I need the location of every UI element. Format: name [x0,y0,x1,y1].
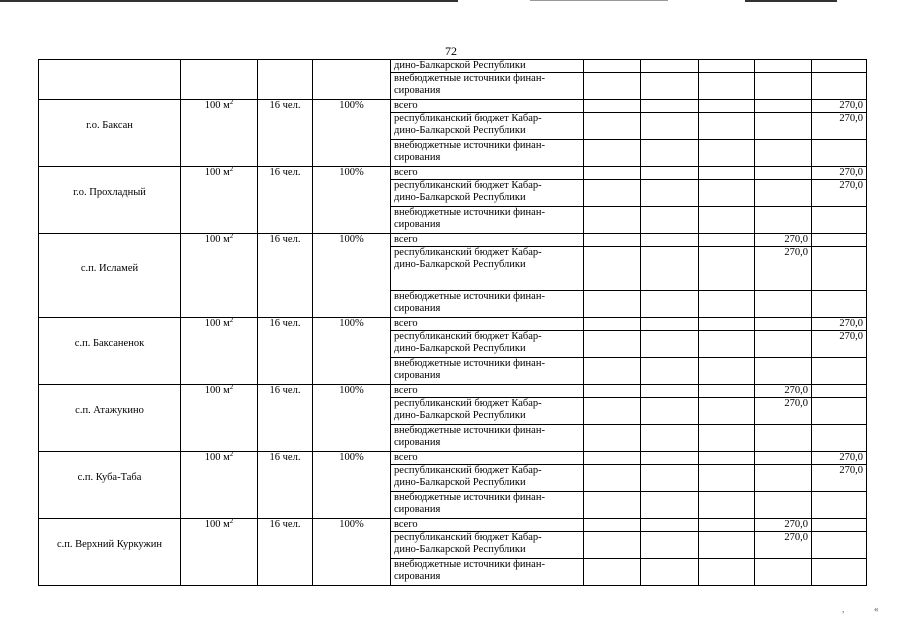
source-label: внебюджетные источники финан- сирования [391,559,584,586]
percent-cell: 100% [313,385,391,452]
value-cell: 270,0 [812,113,867,140]
value-cell [812,140,867,167]
source-label: республиканский бюджет Кабар- дино-Балкарской Республики [391,532,584,559]
source-label: внебюджетные источники финан- сирования [391,140,584,167]
value-cell [699,398,755,425]
value-cell [641,519,699,532]
people-cell: 16 чел. [258,318,313,385]
value-cell [641,247,699,291]
source-label: всего [391,234,584,247]
value-cell [641,100,699,113]
people-cell: 16 чел. [258,100,313,167]
value-cell: 270,0 [755,519,812,532]
value-cell [584,358,641,385]
table-row [39,385,867,398]
value-cell [755,180,812,207]
value-cell [755,167,812,180]
value-cell [641,385,699,398]
value-cell [699,180,755,207]
value-cell: 270,0 [812,331,867,358]
value-cell [641,492,699,519]
table-row [39,452,867,465]
value-cell [812,559,867,586]
value-cell [755,492,812,519]
value-cell [641,234,699,247]
value-cell: 270,0 [812,100,867,113]
people-cell: 16 чел. [258,519,313,586]
value-cell [699,234,755,247]
value-cell [699,559,755,586]
table-row [39,100,867,113]
value-cell [755,140,812,167]
value-cell: 270,0 [755,247,812,291]
source-label: республиканский бюджет Кабар- дино-Балкарской Республики [391,465,584,492]
value-cell [641,291,699,318]
area-cell: 100 $м^2$ [181,452,258,519]
value-cell [699,318,755,331]
value-cell [584,247,641,291]
value-cell: 270,0 [755,532,812,559]
value-cell [755,358,812,385]
percent-cell: 100% [313,167,391,234]
value-cell [755,452,812,465]
value-cell [641,318,699,331]
value-cell [812,519,867,532]
value-cell [584,318,641,331]
people-cell: 16 чел. [258,385,313,452]
value-cell [641,331,699,358]
percent-cell: 100% [313,318,391,385]
value-cell [584,492,641,519]
value-cell [584,113,641,140]
value-cell [641,358,699,385]
value-cell [812,291,867,318]
value-cell [641,113,699,140]
value-cell [699,425,755,452]
area-cell: 100 $м^2$ [181,519,258,586]
value-cell [584,532,641,559]
source-label: республиканский бюджет Кабар- дино-Балкарской Республики [391,180,584,207]
value-cell [584,207,641,234]
source-label: внебюджетные источники финан- сирования [391,358,584,385]
percent-cell: 100% [313,519,391,586]
value-cell [812,234,867,247]
value-cell [755,100,812,113]
municipality-name: с.п. Куба-Таба [39,452,181,519]
source-label: всего [391,452,584,465]
value-cell [755,331,812,358]
value-cell [699,385,755,398]
value-cell [755,465,812,492]
area-cell: 100 $м^2$ [181,100,258,167]
table-row [39,167,867,180]
value-cell: 270,0 [755,398,812,425]
value-cell [755,559,812,586]
value-cell [584,465,641,492]
value-cell [699,167,755,180]
value-cell [699,100,755,113]
value-cell: 270,0 [755,385,812,398]
source-label: всего [391,167,584,180]
value-cell [812,207,867,234]
people-cell: 16 чел. [258,234,313,318]
value-cell [584,100,641,113]
value-cell [699,519,755,532]
table-row [39,60,867,73]
source-label: внебюджетные источники финан- сирования [391,73,584,100]
source-label: республиканский бюджет Кабар- дино-Балкарской Республики [391,331,584,358]
municipality-name: с.п. Баксаненок [39,318,181,385]
table-row [39,234,867,247]
value-cell [812,425,867,452]
value-cell [699,247,755,291]
source-label: внебюджетные источники финан- сирования [391,291,584,318]
scan-speck: , [842,604,845,614]
value-cell [584,425,641,452]
value-cell [584,559,641,586]
source-label: внебюджетные источники финан- сирования [391,425,584,452]
source-label: внебюджетные источники финан- сирования [391,492,584,519]
value-cell: 270,0 [812,452,867,465]
source-label: всего [391,100,584,113]
source-label: всего [391,385,584,398]
municipality-name: с.п. Исламей [39,234,181,318]
value-cell [755,425,812,452]
source-label: внебюджетные источники финан- сирования [391,207,584,234]
value-cell [641,465,699,492]
area-cell: 100 $м^2$ [181,234,258,318]
municipality-name: с.п. Верхний Куркужин [39,519,181,586]
scan-edge-line-right [745,0,837,2]
value-cell [641,452,699,465]
empty-cell [313,60,391,100]
value-cell [584,180,641,207]
source-label: республиканский бюджет Кабар- дино-Балкарской Республики [391,398,584,425]
funding-table [38,59,867,586]
empty-cell [181,60,258,100]
value-cell [584,234,641,247]
value-cell [584,385,641,398]
percent-cell: 100% [313,100,391,167]
value-cell: 270,0 [812,167,867,180]
value-cell [641,140,699,167]
value-cell [641,398,699,425]
value-cell [812,492,867,519]
value-cell [584,291,641,318]
value-cell [584,452,641,465]
municipality-name: г.о. Прохладный [39,167,181,234]
value-cell [699,113,755,140]
value-cell [812,532,867,559]
value-cell [699,465,755,492]
value-cell [584,140,641,167]
value-cell [584,398,641,425]
municipality-name: с.п. Атажукино [39,385,181,452]
source-label: всего [391,519,584,532]
value-cell [641,167,699,180]
source-label: дино-Балкарской Республики [391,60,584,73]
value-cell [641,532,699,559]
scan-edge-line-mid [530,0,668,1]
area-cell: 100 $м^2$ [181,167,258,234]
value-cell [699,358,755,385]
scan-speck: « [874,604,879,614]
percent-cell: 100% [313,234,391,318]
percent-cell: 100% [313,452,391,519]
value-cell: 270,0 [812,465,867,492]
value-cell [584,331,641,358]
scan-edge-line-left [0,0,458,2]
value-cell [699,331,755,358]
source-label: всего [391,318,584,331]
value-cell [641,559,699,586]
table-row [39,318,867,331]
source-label: республиканский бюджет Кабар- дино-Балкарской Республики [391,247,584,291]
empty-cell [39,60,181,100]
value-cell [699,532,755,559]
area-cell: 100 $м^2$ [181,318,258,385]
value-cell [641,180,699,207]
value-cell: 270,0 [755,234,812,247]
value-cell [641,425,699,452]
value-cell: 270,0 [812,180,867,207]
source-label: республиканский бюджет Кабар- дино-Балкарской Республики [391,113,584,140]
area-cell: 100 $м^2$ [181,385,258,452]
value-cell [584,519,641,532]
value-cell [755,291,812,318]
people-cell: 16 чел. [258,167,313,234]
value-cell [755,207,812,234]
value-cell [755,113,812,140]
municipality-name: г.о. Баксан [39,100,181,167]
value-cell [699,291,755,318]
value-cell [812,358,867,385]
value-cell [699,492,755,519]
value-cell [812,398,867,425]
value-cell [584,167,641,180]
value-cell [812,385,867,398]
value-cell [641,207,699,234]
table-row [39,519,867,532]
people-cell: 16 чел. [258,452,313,519]
value-cell [812,247,867,291]
value-cell [699,140,755,167]
value-cell [699,452,755,465]
value-cell [699,207,755,234]
value-cell [755,318,812,331]
page-number: 72 [445,44,457,58]
value-cell: 270,0 [812,318,867,331]
empty-cell [258,60,313,100]
